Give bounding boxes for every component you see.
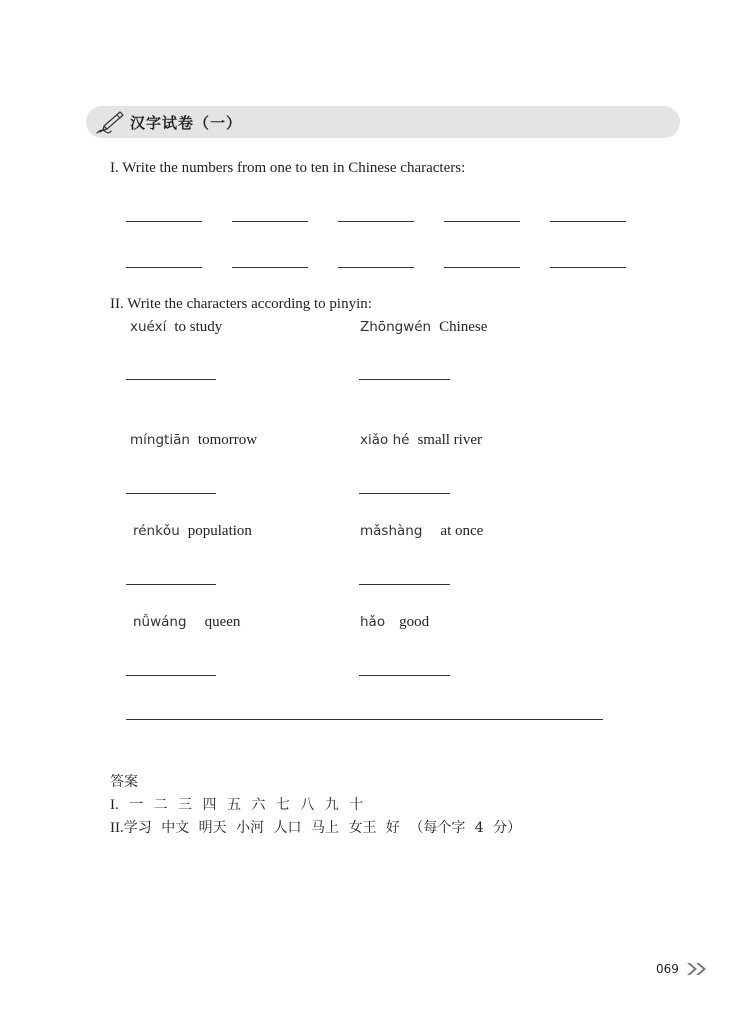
answer-blank[interactable]	[232, 267, 308, 268]
pinyin-text: nǚwáng	[133, 614, 187, 630]
english-gloss: small river	[417, 432, 483, 448]
pinyin-text: míngtiān	[130, 432, 190, 448]
worksheet-title-bar	[86, 106, 680, 138]
english-gloss: population	[187, 523, 252, 539]
answer-blank[interactable]	[126, 221, 202, 222]
section-1-instruction: I. Write the numbers from one to ten in Chinese characters:	[110, 160, 466, 176]
double-chevron-right-icon	[686, 962, 708, 976]
answers-line-2-label: II.	[110, 820, 124, 836]
answer-blank[interactable]	[126, 493, 216, 494]
answer-blank[interactable]	[126, 584, 216, 585]
pinyin-text: Zhōngwén	[360, 319, 432, 335]
pen-icon	[94, 109, 126, 135]
section-divider	[126, 719, 603, 720]
pinyin-item	[130, 432, 257, 449]
answer-blank[interactable]	[359, 675, 450, 676]
answer-blank[interactable]	[359, 493, 450, 494]
section-2-instruction: II. Write the characters according to pinyin:	[110, 296, 372, 312]
pinyin-item	[133, 523, 252, 540]
pinyin-item	[130, 319, 222, 336]
pinyin-text: xuéxí	[130, 319, 167, 335]
pinyin-text: mǎshàng	[360, 523, 423, 539]
pinyin-text: rénkǒu	[133, 523, 180, 539]
english-gloss: tomorrow	[197, 432, 258, 448]
english-gloss: at once	[440, 523, 484, 539]
page-title: 汉字试卷（一）	[130, 114, 243, 132]
answers-line-1	[110, 794, 363, 814]
answer-blank[interactable]	[550, 221, 626, 222]
answer-blank[interactable]	[444, 221, 520, 222]
answer-blank[interactable]	[232, 221, 308, 222]
answer-blank[interactable]	[338, 221, 414, 222]
answer-blank[interactable]	[444, 267, 520, 268]
pinyin-text: hǎo	[360, 614, 386, 630]
answer-blank[interactable]	[359, 584, 450, 585]
pinyin-item	[133, 614, 240, 631]
pinyin-item	[360, 319, 487, 336]
answer-blank[interactable]	[550, 267, 626, 268]
pinyin-item	[360, 614, 429, 631]
answers-line-2	[110, 817, 521, 837]
page-number: 069	[656, 962, 679, 976]
answer-blank[interactable]	[126, 379, 216, 380]
pinyin-item	[360, 432, 482, 449]
answer-blank[interactable]	[126, 675, 216, 676]
english-gloss: good	[399, 614, 430, 630]
answers-line-1-label: I.	[110, 797, 119, 813]
answers-heading: 答案	[110, 774, 138, 790]
answer-blank[interactable]	[359, 379, 450, 380]
pinyin-text: xiǎo hé	[360, 432, 410, 448]
english-gloss: to study	[174, 319, 223, 335]
answer-blank[interactable]	[126, 267, 202, 268]
answers-line-1-text: 一 二 三 四 五 六 七 八 九 十	[129, 797, 364, 813]
answers-line-2-text: 学习 中文 明天 小河 人口 马上 女王 好 （每个字 4 分）	[123, 820, 522, 836]
pinyin-item	[360, 523, 483, 540]
english-gloss: queen	[204, 614, 241, 630]
english-gloss: Chinese	[439, 319, 488, 335]
answer-blank[interactable]	[338, 267, 414, 268]
